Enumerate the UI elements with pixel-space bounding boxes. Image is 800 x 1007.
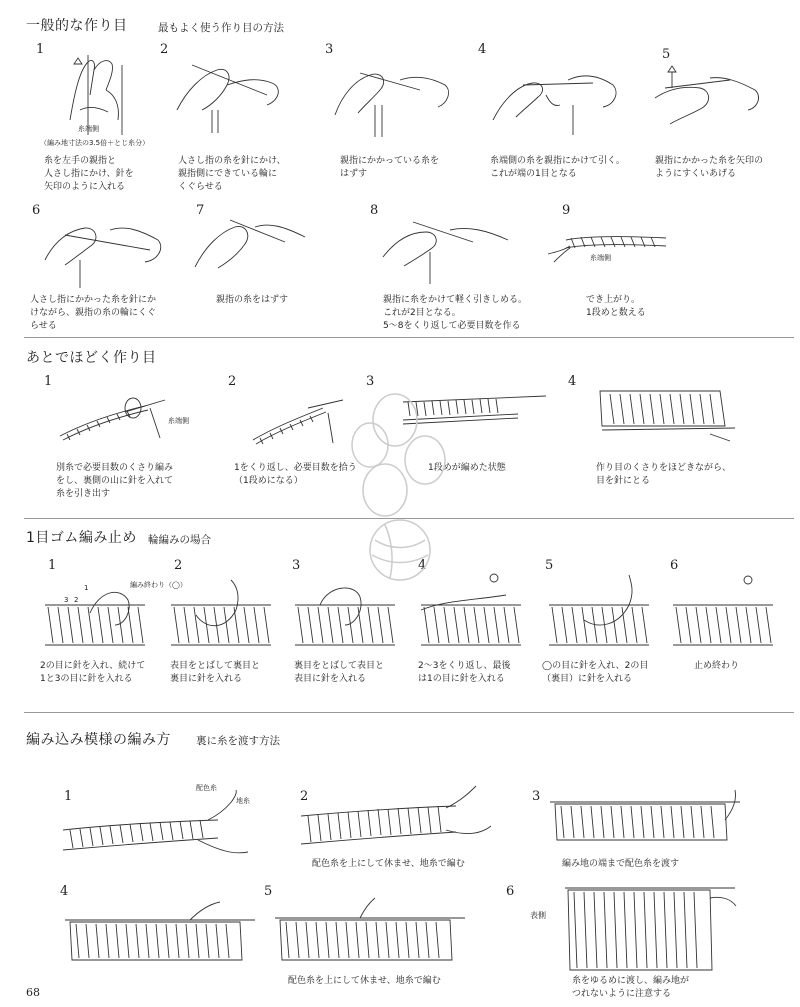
step-number: 6 [670, 558, 679, 573]
yarn-end-label: 糸端側 [78, 125, 99, 133]
section-subtitle-cast-on: 最もよく使う作り目の方法 [158, 22, 284, 34]
step-caption: 糸を左手の親指と 人さし指にかけ、針を 矢印のように入れる [44, 156, 134, 192]
step-caption: 糸をゆるめに渡し、編み地が つれないように注意する [572, 976, 690, 999]
section-subtitle-colorwork: 裏に糸を渡す方法 [196, 735, 280, 747]
step-caption: 配色糸を上にして休ませ、地糸で編む [288, 976, 441, 986]
step-number: 4 [478, 42, 487, 57]
step-number: 5 [662, 47, 671, 62]
step-number: 2 [300, 789, 309, 804]
step-number: 8 [370, 203, 379, 218]
step-caption: 2の目に針を入れ、続けて 1と3の目に針を入れる [40, 661, 146, 684]
rib-bindoff-step3-illustration [290, 585, 400, 650]
step-caption: でき上がり。 1段めと数える [586, 295, 646, 318]
section-subtitle-rib-bindoff: 輪編みの場合 [148, 534, 211, 546]
cast-on-step6-illustration [40, 210, 170, 290]
step-number: 4 [60, 884, 69, 899]
step-number: 9 [562, 203, 571, 218]
cast-on-finished-illustration [546, 228, 676, 268]
yarn-end-label: 糸端側 [168, 417, 189, 425]
step-caption: 配色糸を上にして休ませ、地糸で編む [312, 859, 465, 869]
step-number: 4 [418, 558, 427, 573]
right-side-label: 表側 [530, 911, 546, 920]
step-number: 3 [366, 374, 375, 389]
step-caption: 別糸で必要目数のくさり編み をし、裏側の山に針を入れて 糸を引き出す [56, 463, 174, 499]
cast-on-step3-illustration [330, 55, 455, 140]
yarn-length-note: （編み地寸法の3.5倍＋とじ糸分） [40, 139, 150, 147]
step-caption: 2～3をくり返し、最後 は1の目に針を入れる [418, 661, 511, 684]
section-title-rib-bindoff: 1目ゴム編み止め [26, 530, 137, 546]
step-caption: 裏目をとばして表目と 表目に針を入れる [294, 661, 385, 684]
step-caption: 親指にかかっている糸を はずす [340, 156, 440, 179]
yarn-end-label: 糸端側 [590, 254, 611, 262]
step-caption: 編み地の端まで配色糸を渡す [562, 859, 680, 869]
step-caption: ◯の目に針を入れ、2の目 （裏目）に針を入れる [542, 661, 649, 684]
step-number: 3 [292, 558, 301, 573]
step-caption: 止め終わり [694, 661, 740, 671]
step-number: 4 [568, 374, 577, 389]
rib-bindoff-step4-illustration [416, 585, 526, 650]
section-title-provisional: あとでほどく作り目 [26, 350, 157, 366]
colorwork-step1-illustration [58, 790, 258, 860]
stitch-number: 1 [84, 584, 89, 592]
provisional-step1-illustration [55, 388, 170, 443]
rib-bindoff-step2-illustration [166, 585, 276, 650]
colorwork-step6-illustration [560, 878, 740, 978]
section-title-cast-on: 一般的な作り目 [26, 18, 128, 34]
step-number: 2 [174, 558, 183, 573]
step-number: 1 [64, 789, 73, 804]
cactus-yarn-watermark-icon [330, 390, 470, 590]
main-yarn-label: 地糸 [236, 797, 250, 805]
step-number: 6 [506, 884, 515, 899]
section-divider [24, 712, 794, 713]
step-number: 3 [532, 789, 541, 804]
colorwork-step5-illustration [270, 898, 470, 968]
stitch-number: 2 [74, 596, 79, 604]
step-number: 3 [325, 42, 334, 57]
step-number: 7 [196, 203, 205, 218]
step-caption: 人さし指にかかった糸を針にか けながら、親指の糸の輪にくぐ らせる [30, 295, 157, 331]
step-number: 5 [264, 884, 273, 899]
step-number: 2 [160, 42, 169, 57]
step-caption: 糸端側の糸を親指にかけて引く。 これが端の1目となる [490, 156, 625, 179]
stitch-number: 3 [64, 596, 69, 604]
colorwork-step2-illustration [296, 786, 496, 856]
step-caption: 親指にかかった糸を矢印の ようにすくいあげる [655, 156, 764, 179]
step-number: 1 [48, 558, 57, 573]
cast-on-step8-illustration [378, 212, 518, 287]
step-caption: 1をくり返し、必要目数を拾う （1段めになる） [234, 463, 357, 486]
colorwork-step4-illustration [60, 902, 260, 967]
step-caption: 親指に糸をかけて軽く引きしめる。 これが2目となる。 5～8をくり返して必要目数を作る [383, 295, 528, 331]
step-number: 6 [32, 203, 41, 218]
step-caption: 作り目のくさりをほどきながら、 目を針にとる [596, 463, 732, 486]
cast-on-step5-illustration [650, 58, 770, 143]
rib-bindoff-step1-illustration [40, 585, 150, 650]
rib-bindoff-step5-illustration [544, 585, 654, 650]
step-caption: 人さし指の糸を針にかけ、 親指側にできている輪に くぐらせる [178, 156, 286, 192]
color-yarn-label: 配色糸 [196, 784, 217, 792]
colorwork-step3-illustration [545, 790, 745, 850]
step-caption: 表目をとばして裏目と 裏目に針を入れる [170, 661, 261, 684]
provisional-step4-illustration [590, 386, 740, 446]
bindoff-end-label: 編み終わり（◯） [130, 581, 187, 589]
step-number: 5 [545, 558, 554, 573]
section-title-colorwork: 編み込み模様の編み方 [26, 732, 171, 748]
cast-on-step2-illustration [172, 55, 287, 135]
step-caption: 1段めが編めた状態 [428, 463, 506, 473]
step-number: 2 [228, 374, 237, 389]
cast-on-step7-illustration [190, 212, 320, 282]
step-caption: 親指の糸をはずす [216, 295, 289, 305]
page-number: 68 [26, 986, 40, 999]
rib-bindoff-step6-illustration [668, 585, 778, 650]
step-number: 1 [44, 374, 53, 389]
section-divider [24, 337, 794, 338]
cast-on-step1-illustration [60, 50, 150, 135]
step-number: 1 [36, 42, 45, 57]
cast-on-step4-illustration [488, 55, 623, 140]
